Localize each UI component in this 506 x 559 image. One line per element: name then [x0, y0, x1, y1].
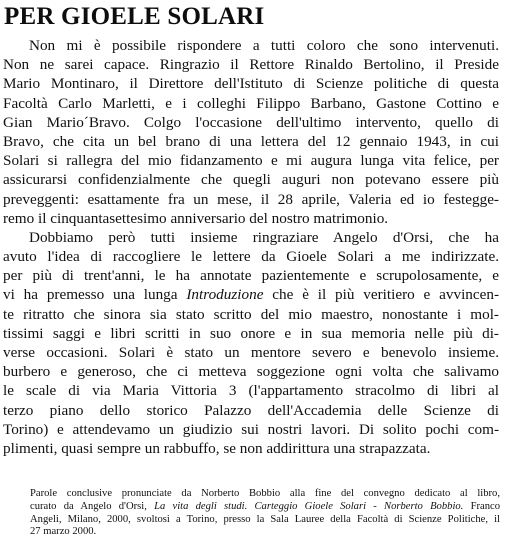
- text-line: Non mi è possibile rispondere a tutti coloro che sono intervenuti.: [29, 37, 499, 54]
- text-line: Gian Mario´Bravo. Colgo l'occasione dell'ultimo intervento, quello di: [3, 113, 499, 131]
- text-line: assicurarsi confidenzialmente che quegli auguri non potevano essere più: [3, 171, 499, 189]
- book-section-title: Introduzione: [186, 286, 264, 304]
- text-line: tissimi saggi e libri scritti in suo onore e in sua memoria nelle più di-: [3, 324, 499, 342]
- text-line: Mario Montinaro, il Direttore dell'Istituto di Scienze politiche di questa: [3, 75, 499, 93]
- paragraph-2: [3, 228, 499, 458]
- text-line: Non ne sarei capace. Ringrazio il Rettore Rinaldo Bertolino, il Preside: [3, 56, 499, 74]
- text-line-with-italic: [3, 285, 499, 304]
- text-line: plimenti, quasi sempre un rabbuffo, se non addirittura una strapazzata.: [3, 439, 431, 457]
- text-line: Torino) e attendevamo un giudizio sui nostri lavori. Di solito pochi com-: [3, 420, 499, 438]
- text-line: Dobbiamo però tutti insieme ringraziare Angelo d'Orsi, che ha: [29, 228, 499, 246]
- page-title: PER GIOELE SOLARI: [4, 3, 265, 30]
- text-line: burbero e generoso, che ci metteva soggezione ogni volta che salivamo: [3, 363, 499, 381]
- text-line: Solari si rallegra del mio fidanzamento e mi augura lunga vita felice, per: [3, 152, 499, 170]
- book-title: La vita degli studi. Carteggio Gioele Solari - Norberto Bobbio.: [154, 500, 464, 512]
- text-line: preveggenti: esattamente fra un mese, il 28 aprile, Valeria ed io festegge-: [3, 190, 499, 208]
- footnote-line: Angeli, Milano, 2000, svoltosi a Torino, presso la Sala Lauree della Facoltà di Scienze Politiche, il: [30, 513, 500, 525]
- footnote-line-with-italic: [30, 501, 500, 514]
- text-line: per più di trent'anni, le ha annotate pazientemente e scrupolosamente, e: [3, 267, 499, 285]
- paragraph-1: [3, 36, 499, 228]
- text-line: te ritratto che sinora sia stato scritto del mio maestro, nonostante i mol-: [3, 305, 499, 323]
- text-segment: Franco: [470, 500, 500, 512]
- text-line: terzo piano dello storico Palazzo dell'Accademia delle Scienze di: [3, 401, 499, 419]
- text-line: Facoltà Carlo Marletti, e i colleghi Filippo Barbano, Gastone Cottino e: [3, 94, 499, 112]
- text-line: avuto l'idea di raccogliere le lettere da Gioele Solari a me indirizzate.: [3, 248, 499, 266]
- footnote: [30, 488, 500, 539]
- body-text: [3, 36, 499, 458]
- text-line: verse occasioni. Solari è stato un mentore severo e benevolo insieme.: [3, 344, 499, 361]
- text-segment: che è il più veritiero e avvincen-: [272, 286, 500, 304]
- text-line: Bravo, che cita un bel brano di una lettera del 12 gennaio 1943, in cui: [3, 132, 499, 150]
- text-segment: curato da Angelo d'Orsi,: [30, 500, 147, 512]
- text-line: le scale di via Maria Vittoria 3 (l'appartamento stracolmo di libri al: [3, 382, 499, 400]
- text-segment: vi ha premesso una lunga: [3, 286, 178, 304]
- text-line: remo il cinquantasettesimo anniversario del nostro matrimonio.: [3, 209, 389, 227]
- footnote-line: 27 marzo 2000.: [30, 526, 97, 538]
- footnote-line: Parole conclusive pronunciate da Norberto Bobbio alla fine del convegno dedicato al libro,: [30, 488, 500, 499]
